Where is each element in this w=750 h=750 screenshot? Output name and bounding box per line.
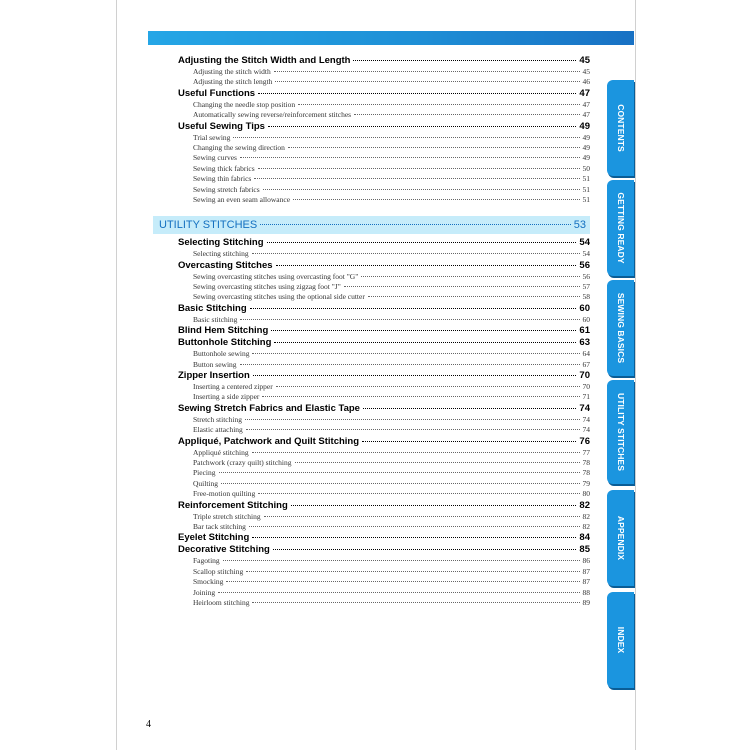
dot-leader [252,537,576,538]
toc-entry-title: Inserting a side zipper [193,392,260,402]
tab-label: SEWING BASICS [615,292,626,364]
tab-label: CONTENTS [615,104,626,152]
toc-entry-title: Sewing overcasting stitches using zigzag foot "J" [193,282,341,292]
toc-subentry[interactable] [178,282,590,292]
toc-entry-title: Decorative Stitching [178,544,270,556]
dot-leader [293,199,579,200]
dot-leader [273,549,577,550]
dot-leader [267,242,577,243]
toc-subentry[interactable] [178,272,590,282]
toc-entry-title: Overcasting Stitches [178,259,273,271]
toc-entry[interactable] [178,260,590,272]
toc-entry-page: 82 [579,499,590,511]
toc-entry-title: Useful Sewing Tips [178,120,265,132]
toc-entry-title: Patchwork (crazy quilt) stitching [193,457,292,467]
toc-entry-title: Bar tack stitching [193,521,246,531]
toc-subentry[interactable] [178,489,590,499]
toc-entry-page: 79 [582,478,590,488]
toc-entry-page: 51 [582,194,590,204]
toc-entry-title: Changing the sewing direction [193,142,285,152]
toc-entry-page: 54 [582,249,590,259]
dot-leader [264,516,580,517]
toc-subentry[interactable] [178,567,590,577]
toc-entry-page: 49 [579,120,590,132]
toc-entry-title: Piecing [193,468,216,478]
toc-entry-page: 76 [579,435,590,447]
toc-entry-page: 74 [579,402,590,414]
toc-entry[interactable] [178,403,590,415]
dot-leader [361,276,579,277]
toc-entry-page: 47 [582,110,590,120]
toc-entry-title: Trial sewing [193,132,231,142]
toc-entry[interactable] [178,325,590,337]
toc-subentry[interactable] [178,588,590,598]
section-gap [178,205,590,216]
toc-subentry[interactable] [178,249,590,259]
section-title: UTILITY STITCHES [159,219,258,232]
toc-subentry[interactable] [178,315,590,325]
toc-entry-title: Basic Stitching [178,302,247,314]
dot-leader [252,602,579,603]
dot-leader [288,147,580,148]
tab-getting-ready[interactable] [607,180,634,276]
toc-subentry[interactable] [178,100,590,110]
toc-entry-page: 85 [579,544,590,556]
dot-leader [252,253,580,254]
toc-subentry[interactable] [178,292,590,302]
dot-leader [240,157,580,158]
dot-leader [250,308,577,309]
toc-subentry[interactable] [178,110,590,120]
toc-entry-page: 61 [579,325,590,337]
toc-entry-title: Inserting a centered zipper [193,382,273,392]
toc-entry-title: Blind Hem Stitching [178,325,269,337]
dot-leader [353,60,576,61]
toc-subentry[interactable] [178,598,590,608]
tab-appendix[interactable] [607,490,634,586]
toc-entry-page: 49 [582,132,590,142]
toc-entry-page: 67 [582,359,590,369]
toc-entry-page: 77 [582,447,590,457]
toc-entry[interactable] [178,370,590,382]
toc-entry-title: Sewing overcasting stitches using the optional side cutter [193,292,365,302]
toc-subentry[interactable] [178,425,590,435]
toc-entry[interactable] [178,303,590,315]
toc-entry[interactable] [178,121,590,133]
toc-entry-page: 54 [579,237,590,249]
toc-top-list [178,55,590,205]
toc-entry-page: 51 [582,174,590,184]
dot-leader [219,472,580,473]
section-heading[interactable] [153,216,590,234]
toc-entry-title: Automatically sewing reverse/reinforcement stitches [193,110,352,120]
toc-subentry[interactable] [178,448,590,458]
toc-subentry[interactable] [178,67,590,77]
toc-entry-title: Sewing thin fabrics [193,174,252,184]
section-leader [260,224,571,225]
tab-utility-stitches[interactable] [607,380,634,484]
dot-leader [258,493,579,494]
toc-subentry[interactable] [178,512,590,522]
toc-entry-page: 58 [582,292,590,302]
toc-entry-page: 78 [582,457,590,467]
toc-entry-page: 70 [582,382,590,392]
toc-entry-page: 56 [582,271,590,281]
toc-entry[interactable] [178,500,590,512]
toc-entry-title: Selecting Stitching [178,237,264,249]
toc-entry-title: Heirloom stitching [193,597,250,607]
toc-entry-title: Adjusting the stitch width [193,67,271,76]
toc-subentry[interactable] [178,577,590,587]
dot-leader [218,592,579,593]
dot-leader [274,71,580,72]
toc-entry-page: 45 [579,55,590,66]
dot-leader [233,137,579,138]
toc-entry-page: 78 [582,468,590,478]
toc-subentry[interactable] [178,479,590,489]
dot-leader [263,189,580,190]
toc-subentry[interactable] [178,360,590,370]
dot-leader [362,441,576,442]
dot-leader [226,581,579,582]
toc-entry-title: Sewing curves [193,153,237,163]
toc-entry-title: Sewing overcasting stitches using overcasting foot "G" [193,271,359,281]
toc-entry[interactable] [178,55,590,67]
toc-entry-title: Smocking [193,577,224,587]
toc-entry-title: Sewing stretch fabrics [193,184,260,194]
tab-label: INDEX [615,626,626,654]
toc-entry-page: 74 [582,414,590,424]
toc-entry-title: Elastic attaching [193,425,243,435]
toc-subentry[interactable] [178,349,590,359]
toc-entry-page: 60 [582,314,590,324]
dot-leader [344,286,580,287]
toc-entry-page: 80 [582,489,590,499]
toc-entry-page: 56 [579,259,590,271]
dot-leader [291,505,577,506]
dot-leader [258,93,576,94]
dot-leader [363,408,576,409]
toc-entry-page: 70 [579,370,590,382]
dot-leader [258,168,580,169]
toc-entry-page: 87 [582,577,590,587]
toc-entry-title: Button sewing [193,359,237,369]
toc-subentry[interactable] [178,133,590,143]
toc-entry-page: 84 [579,532,590,544]
tab-label: APPENDIX [615,515,626,561]
toc-entry-page: 82 [582,521,590,531]
toc-entry[interactable] [178,337,590,349]
toc-subentry[interactable] [178,415,590,425]
dot-leader [252,353,579,354]
toc-subentry[interactable] [178,458,590,468]
toc-entry-page: 46 [582,77,590,87]
toc-subentry[interactable] [178,164,590,174]
dot-leader [298,104,579,105]
toc-entry-title: Buttonhole sewing [193,349,250,359]
toc-entry-page: 64 [582,349,590,359]
toc-entry-page: 87 [582,566,590,576]
toc-entry-page: 57 [582,282,590,292]
toc-entry-title: Fagoting [193,556,220,566]
toc-entry-title: Reinforcement Stitching [178,499,288,511]
toc-entry-title: Useful Functions [178,87,256,99]
toc-entry-title: Selecting stitching [193,249,249,259]
toc-entry-page: 51 [582,184,590,194]
tab-label: GETTING READY [615,192,626,264]
toc-entry-page: 49 [582,142,590,152]
toc-entry-page: 71 [582,392,590,402]
page-number: 4 [146,719,151,730]
toc-entry-title: Appliqué stitching [193,447,249,457]
tab-sewing-basics[interactable] [607,280,634,376]
toc-entry[interactable] [178,237,590,249]
toc-bottom-list [178,237,590,608]
toc-entry[interactable] [178,436,590,448]
toc-entry-title: Eyelet Stitching [178,532,250,544]
toc-entry[interactable] [178,88,590,100]
toc-entry-title: Sewing Stretch Fabrics and Elastic Tape [178,402,360,414]
toc-entry-title: Appliqué, Patchwork and Quilt Stitching [178,435,360,447]
toc-entry-page: 49 [582,153,590,163]
toc-subentry[interactable] [178,77,590,87]
toc-entry[interactable] [178,544,590,556]
toc-entry-title: Adjusting the Stitch Width and Length [178,55,351,66]
toc-entry-title: Joining [193,587,216,597]
dot-leader [275,81,579,82]
dot-leader [240,364,580,365]
tab-contents[interactable] [607,80,634,176]
tab-index[interactable] [607,592,634,688]
toc-entry-page: 86 [582,556,590,566]
toc-subentry[interactable] [178,153,590,163]
dot-leader [253,375,577,376]
toc-entry-title: Triple stretch stitching [193,511,261,521]
dot-leader [295,462,580,463]
toc-entry-title: Stretch stitching [193,414,242,424]
dot-leader [262,396,579,397]
dot-leader [245,419,580,420]
toc-entry-page: 47 [582,99,590,109]
toc-entry-title: Free-motion quilting [193,489,256,499]
toc-entry-page: 74 [582,425,590,435]
toc-entry-title: Basic stitching [193,314,238,324]
toc-entry-title: Changing the needle stop position [193,99,296,109]
tab-label: UTILITY STITCHES [615,393,626,471]
dot-leader [246,429,580,430]
toc-subentry[interactable] [178,174,590,184]
toc-subentry[interactable] [178,195,590,205]
section-page: 53 [573,219,586,232]
toc-subentry[interactable] [178,392,590,402]
toc-entry-page: 88 [582,587,590,597]
dot-leader [223,560,580,561]
table-of-contents [159,55,590,608]
toc-entry-title: Adjusting the stitch length [193,77,273,87]
toc-entry-page: 45 [582,67,590,76]
dot-leader [274,342,576,343]
dot-leader [254,178,579,179]
dot-leader [249,526,580,527]
dot-leader [221,483,579,484]
toc-entry-page: 60 [579,302,590,314]
toc-entry-page: 89 [582,597,590,607]
dot-leader [252,452,580,453]
header-bar [148,31,634,45]
dot-leader [354,114,579,115]
dot-leader [276,386,580,387]
dot-leader [268,126,576,127]
toc-subentry[interactable] [178,185,590,195]
dot-leader [240,319,579,320]
toc-entry-page: 63 [579,337,590,349]
toc-entry-page: 50 [582,163,590,173]
toc-entry[interactable] [178,532,590,544]
dot-leader [246,571,579,572]
toc-entry-page: 47 [579,87,590,99]
dot-leader [271,330,576,331]
toc-entry-title: Scallop stitching [193,566,244,576]
toc-subentry[interactable] [178,522,590,532]
dot-leader [368,296,580,297]
toc-entry-title: Quilting [193,478,219,488]
toc-subentry[interactable] [178,143,590,153]
toc-entry-page: 82 [582,511,590,521]
toc-entry-title: Sewing thick fabrics [193,163,255,173]
toc-entry-title: Sewing an even seam allowance [193,194,291,204]
toc-entry-title: Zipper Insertion [178,370,250,382]
dot-leader [276,265,577,266]
toc-subentry[interactable] [178,382,590,392]
toc-entry-title: Buttonhole Stitching [178,337,272,349]
toc-subentry[interactable] [178,468,590,478]
toc-subentry[interactable] [178,556,590,566]
